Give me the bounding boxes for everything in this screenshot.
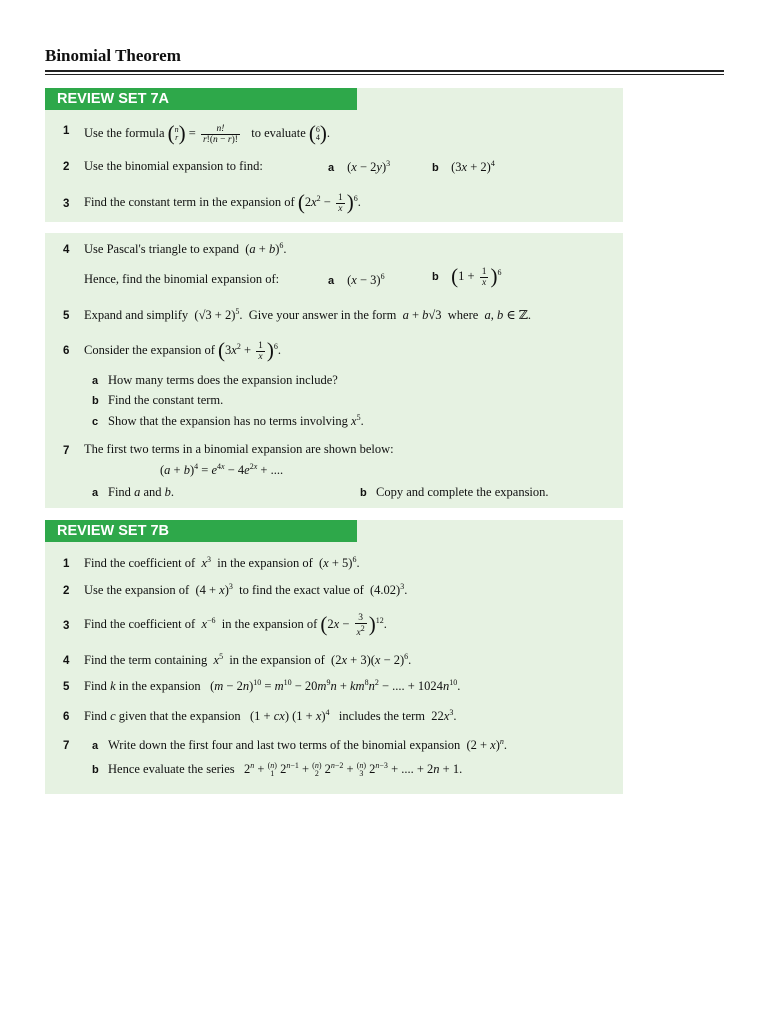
question-b7-part-a: a Write down the first four and last two terms of the binomial expansion $(2 + x)^n$. bbox=[92, 737, 508, 753]
question-4: Use Pascal's triangle to expand $(a + b)^6$. bbox=[84, 241, 287, 257]
question-number: 2 bbox=[63, 585, 70, 597]
question-2-part-a: a $(x - 2y)^3$ bbox=[328, 159, 391, 175]
question-number: 5 bbox=[63, 310, 70, 322]
question-number: 1 bbox=[63, 558, 70, 570]
question-number: 7 bbox=[63, 740, 70, 752]
question-number: 6 bbox=[63, 711, 70, 723]
question-5: Expand and simplify $(√3 + 2)^5$. Give your answer in the form a + b√3 where a, b ∈ ℤ. bbox=[84, 307, 532, 323]
question-6-part-c: c Show that the expansion has no terms involving $x^5$. bbox=[92, 413, 364, 429]
question-b3: Find the coefficient of $x^{-6}$ in the expansion of (2x − $\frac{3}{x^2}$ )$^{12}$. bbox=[84, 612, 387, 638]
question-6-part-b: b Find the constant term. bbox=[92, 393, 224, 407]
question-4-part-b: b (1 + $\frac{1}{x}$ )$^6$ bbox=[432, 264, 502, 288]
title-rule-thin bbox=[45, 74, 724, 75]
question-number: 1 bbox=[63, 125, 70, 137]
question-number: 6 bbox=[63, 345, 70, 357]
title-rule bbox=[45, 70, 724, 72]
question-4-part-a: a $(x - 3)^6$ bbox=[328, 272, 385, 288]
question-7-expansion: $(a + b)^4 = e^{4x} - 4e^{2x}$ + .... bbox=[160, 462, 284, 478]
question-number: 5 bbox=[63, 681, 70, 693]
question-number: 4 bbox=[63, 655, 70, 667]
question-number: 3 bbox=[63, 620, 70, 632]
question-2: Use the binomial expansion to find: bbox=[84, 159, 263, 173]
question-3: Find the constant term in the expansion of ($2x^2$ − $\frac{1}{x}$ )$^6$. bbox=[84, 190, 361, 214]
question-b6: Find c given that the expansion (1 + cx) $(1 + x)^4$ includes the term $22x^3$. bbox=[84, 708, 457, 724]
question-1: Use the formula (n r) = $\frac{n!}{r!(n - r)!}$ to evaluate (6 4). bbox=[84, 121, 331, 145]
question-number: 3 bbox=[63, 198, 70, 210]
question-number: 4 bbox=[63, 244, 70, 256]
question-7-part-b: b Copy and complete the expansion. bbox=[360, 485, 549, 499]
question-7: The first two terms in a binomial expansion are shown below: bbox=[84, 442, 394, 456]
question-number: 7 bbox=[63, 445, 70, 457]
question-4-hence: Hence, find the binomial expansion of: bbox=[84, 272, 280, 286]
question-b7-part-b: b Hence evaluate the series $2^n + (n)$ 1 $2^{n-1} + (n)$ 2 $2^{n-2} + (n)$ 3 $2^{n-3}$ + .... + 2n + 1. bbox=[92, 761, 463, 779]
question-7-part-a: a Find a and b. bbox=[92, 485, 174, 499]
question-b5: Find k in the expansion $(m - 2n)^{10} = m^{10} - 20m^9n + km^8n^2$ − .... + $1024n^{10}$. bbox=[84, 678, 461, 694]
question-2-part-b: b $(3x + 2)^4$ bbox=[432, 159, 495, 175]
review-set-7b-heading: REVIEW SET 7B bbox=[45, 520, 357, 542]
question-6: Consider the expansion of ($3x^2$ + $\frac{1}{x}$ )$^6$. bbox=[84, 338, 282, 362]
question-b1: Find the coefficient of $x^3$ in the expansion of $(x + 5)^6$. bbox=[84, 555, 360, 571]
question-number: 2 bbox=[63, 161, 70, 173]
question-b2: Use the expansion of $(4 + x)^3$ to find the exact value of $(4.02)^3$. bbox=[84, 582, 408, 598]
review-set-7a-heading: REVIEW SET 7A bbox=[45, 88, 357, 110]
question-6-part-a: a How many terms does the expansion include? bbox=[92, 373, 338, 387]
page-title: Binomial Theorem bbox=[45, 46, 181, 65]
question-b4: Find the term containing $x^5$ in the expansion of $(2x + 3)(x - 2)^6$. bbox=[84, 652, 412, 668]
